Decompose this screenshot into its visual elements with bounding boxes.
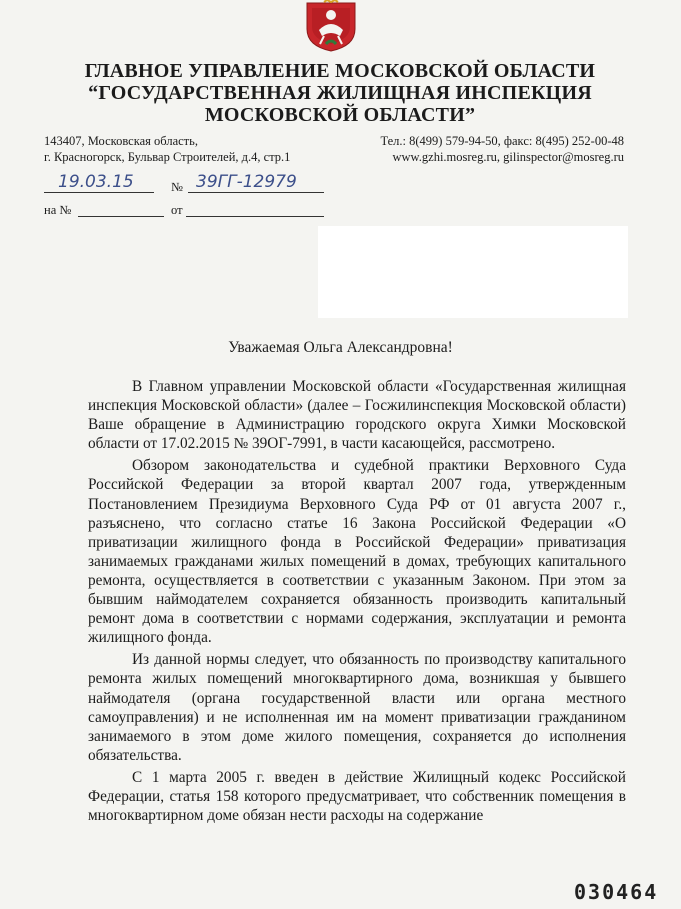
coat-of-arms-icon — [302, 0, 360, 52]
contact-line-1: Тел.: 8(499) 579-94-50, факс: 8(495) 252-00-48 — [380, 134, 624, 148]
paragraph: Обзором законодательства и судебной практики Верховного Суда Российской Федерации за второй квартал 2007 года, утвержденным Постановлением Президиума Верховного Суда РФ от 01 августа 2007 г., разъяснено, что согласно статье 16 Закона Российской Федерации «О приватизации жилищного фонда в Российской Федерации» приватизация занимаемых гражданами жилых помещений в домах, требующих капитального ремонта, осуществляется в соответствии с указанным Законом. При этом за бывшим наймодателем сохраняется обязанность производить капитальный ремонт дома в соответствии с нормами содержания, эксплуатации и ремонта жилищного фонда. — [88, 457, 626, 647]
reference-label: на № — [44, 203, 72, 217]
paragraph: Из данной нормы следует, что обязанность по производству капитального ремонта жилых помещений многоквартирного дома, возникшая у бывшего наймодателя (органа государственной власти или органа местного самоуправления) и не исполненная им на момент приватизации гражданином занимаемого в этом доме жилого помещения, сохраняется до исполнения обязательства. — [88, 651, 626, 764]
date-underline — [44, 192, 154, 193]
contact-line-2: www.gzhi.mosreg.ru, gilinspector@mosreg.ru — [392, 150, 624, 164]
reference-underline — [78, 216, 164, 217]
document-serial-number: 030464 — [574, 880, 659, 904]
registration-number: 39ГГ-12979 — [196, 172, 297, 192]
address-line-2: г. Красногорск, Бульвар Строителей, д.4, стр.1 — [44, 150, 291, 164]
addressee-block — [318, 226, 628, 318]
number-underline — [188, 192, 324, 193]
org-line-2: “ГОСУДАРСТВЕННАЯ ЖИЛИЩНАЯ ИНСПЕКЦИЯ — [88, 82, 592, 104]
number-label: № — [171, 180, 183, 194]
contact-info — [380, 133, 624, 165]
salutation: Уважаемая Ольга Александровна! — [228, 339, 453, 356]
registration-date: 19.03.15 — [58, 172, 134, 192]
letter-body — [88, 377, 626, 828]
org-line-1: ГЛАВНОЕ УПРАВЛЕНИЕ МОСКОВСКОЙ ОБЛАСТИ — [84, 60, 596, 82]
org-line-3: МОСКОВСКОЙ ОБЛАСТИ” — [204, 104, 476, 126]
reference-from-label: от — [171, 203, 183, 217]
paragraph: С 1 марта 2005 г. введен в действие Жилищный кодекс Российской Федерации, статья 158 которого предусматривает, что собственник помещения в многоквартирном доме обязан нести расходы на содержание — [88, 768, 626, 825]
organization-title — [60, 60, 620, 126]
postal-address — [44, 133, 290, 165]
paragraph: В Главном управлении Московской области «Государственная жилищная инспекция Московской области» (далее – Госжилинспекция Московской области) Ваше обращение в Администрацию городского округа Химки Московской области от 17.02.2015 № 39ОГ-7991, в части касающейся, рассмотрено. — [88, 378, 626, 453]
reference-date-underline — [186, 216, 324, 217]
address-line-1: 143407, Московская область, — [44, 134, 198, 148]
